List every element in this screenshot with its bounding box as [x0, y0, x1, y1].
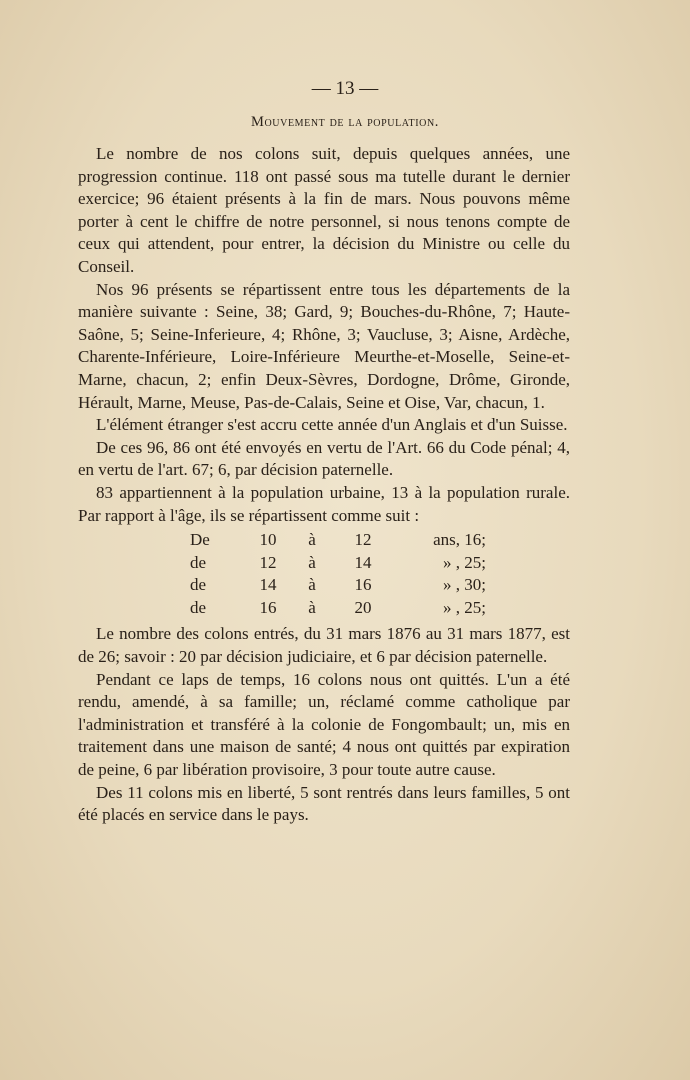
body-text [78, 143, 570, 827]
paragraph: Pendant ce laps de temps, 16 colons nous ont quittés. L'un a été rendu, amendé, à sa famille; un, réclamé comme catholique par l'administration et transféré à la colonie de Fongombault; un, mis en traitement dans une maison de santé; 4 nous ont quittés par expiration de peine, 6 par libération provisoire, 3 pour toute autre cause. [78, 669, 570, 780]
age-distribution-table [190, 529, 486, 619]
age-from: 14 [259, 575, 277, 595]
paragraph: De ces 96, 86 ont été envoyés en vertu de l'Art. 66 du Code pénal; 4, en vertu de l'art. 67; 6, par décision paternelle. [78, 437, 570, 480]
age-count: » , 25; [443, 552, 486, 572]
age-separator: à [308, 552, 316, 572]
paragraph: Le nombre des colons entrés, du 31 mars 1876 au 31 mars 1877, est de 26; savoir : 20 par décision judiciaire, et 6 par décision paternelle. [78, 624, 570, 667]
age-separator: à [308, 597, 316, 617]
section-title: Mouvement de la population. [250, 114, 440, 130]
age-to: 12 [354, 530, 372, 550]
table-row [190, 529, 486, 552]
paragraph: 83 appartiennent à la population urbaine, 13 à la population rurale. Par rapport à l'âge, ils se répartissent comme suit : [78, 482, 570, 525]
age-separator: à [308, 530, 316, 550]
age-from: 12 [259, 552, 277, 572]
age-row-prefix: De [190, 530, 210, 550]
table-row [190, 552, 486, 575]
paragraph: Nos 96 présents se répartissent entre tous les départements de la manière suivante : Seine, 38; Gard, 9; Bouches-du-Rhône, 7; Haute-Saône, 5; Seine-Inferieure, 4; Rhône, 3; Vaucluse, 3; Aisne, Ardèche, Charente-Inférieure, Loire-Inférieure Meurthe-et-Moselle, Seine-et-Marne, chacun, 2; enfin Deux-Sèvres, Dordogne, Drôme, Gironde, Hérault, Marne, Meuse, Pas-de-Calais, Seine et Oise, Var, chacun, 1. [78, 279, 570, 412]
age-separator: à [308, 575, 316, 595]
paragraph: Des 11 colons mis en liberté, 5 sont rentrés dans leurs familles, 5 ont été placés en service dans le pays. [78, 782, 570, 825]
age-to: 14 [354, 552, 372, 572]
age-to: 16 [354, 575, 372, 595]
age-from: 10 [259, 530, 277, 550]
age-row-prefix: de [190, 597, 207, 617]
age-row-prefix: de [190, 575, 207, 595]
table-row [190, 597, 486, 620]
age-count: » , 30; [443, 575, 486, 595]
age-count: ans, 16; [433, 530, 486, 550]
page-number: — 13 — [311, 78, 379, 99]
age-from: 16 [259, 597, 277, 617]
paragraph: L'élément étranger s'est accru cette année d'un Anglais et d'un Suisse. [96, 415, 568, 435]
age-to: 20 [354, 597, 372, 617]
paragraph: Le nombre de nos colons suit, depuis quelques années, une progression continue. 118 ont passé sous ma tutelle durant le dernier exercice; 96 étaient présents à la fin de mars. Nous pouvons même porter à cent le chiffre de notre personnel, si nous tenons compte de ceux qui attendent, pour entrer, la décision du Ministre ou celle du Conseil. [78, 144, 570, 276]
age-row-prefix: de [190, 552, 207, 572]
table-row [190, 574, 486, 597]
age-count: » , 25; [443, 597, 486, 617]
